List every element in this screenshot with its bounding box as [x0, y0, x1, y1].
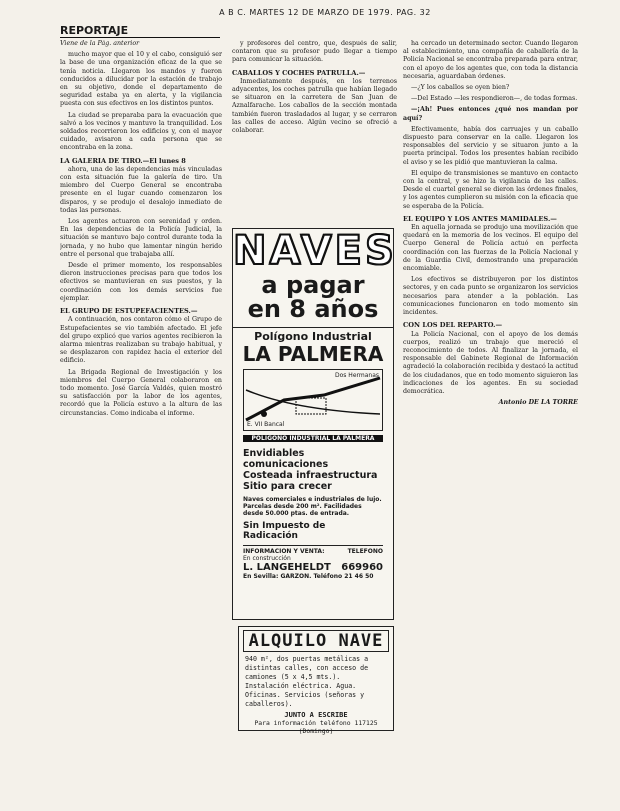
info-heading: INFORMACION Y VENTA:: [243, 548, 325, 555]
paragraph: ha cercado un determinado sector. Cuando llegaron al establecimiento, una compañía de caballería de la Policía Nacional se encontraba preparada para entrar, con el apoyo de los agentes que, con toda la distancia necesaria, aguardaban órdenes.: [403, 40, 578, 80]
paragraph: Inmediatamente después, en los terrenos adyacentes, los coches patrulla que habían llegado se situaron en la carretera de San Juan de Aznalfarache. Los caballos de la sección montada también fueron trasladados al lugar, y se cerraron las calles de acceso. Algún vecino se ofreció a colaborar.: [232, 77, 397, 135]
continuation-note: Viene de la Pág. anterior: [60, 40, 140, 47]
phone-label: TELEFONO: [347, 548, 383, 555]
paragraph: La Brigada Regional de Investigación y los miembros del Cuerpo General colaboraron en todo momento. José García Valdés, quien mostró su satisfacción por la labor de los agentes, recordó que la Policía estuvo a la altura de las circunstancias. Como indicaba el informe.: [60, 368, 222, 417]
feature-item: Sitio para crecer: [243, 481, 332, 492]
paragraph: —¡Ah! Pues entonces ¿qué nos mandan por aquí?: [403, 106, 578, 122]
ad2-contact: Para información teléfono 117125 (Domingo): [254, 719, 378, 735]
estate-name: LA PALMERA: [242, 342, 384, 366]
map-caption: POLIGONO INDUSTRIAL LA PALMERA: [243, 435, 383, 442]
paragraph: La Policía Nacional, con el apoyo de los demás cuerpos, realizó un trabajo que mereció el reconocimiento de todos. Al finalizar la jornada, el responsable del Gabinete Regional de Información agradeció la colaboración recibida y destacó la actitud de los ciudadanos, que en todo momento siguieron las indicaciones de los agentes. En su sociedad democrática.: [403, 330, 578, 395]
agency-name: L. LANGEHELDT: [243, 562, 331, 573]
page-header: A B C. MARTES 12 DE MARZO DE 1979. PAG. 32: [219, 8, 431, 17]
paragraph: Los efectivos se distribuyeron por los distintos sectores, y en cada punto se organizaron los servicios necesarios para atender a la población. Las comunicaciones funcionaron en todo momento sin incidentes.: [403, 276, 578, 317]
article-column-1: [60, 40, 222, 802]
subheading: EL EQUIPO Y LOS ANTES MAMIDALES.—: [403, 214, 557, 223]
byline: Antonio DE LA TORRE: [498, 399, 578, 407]
tax-text: Sin Impuesto de Radicación: [243, 521, 326, 541]
feature-item: Envidiables comunicaciones: [243, 448, 329, 470]
paragraph: Los agentes actuaron con serenidad y orden. En las dependencias de la Policía Judicial, la situación se mantuvo bajo control durante toda la jornada, y no hubo que lamentar ningún herido entre el personal que trabajaba allí.: [60, 218, 222, 258]
paragraph: El equipo de transmisiones se mantuvo en contacto con la central, y se hizo la vigilancia de las calles. Desde el cuartel general se dieron las órdenes finales, y los agentes cumplieron su misión con la eficacia que se esperaba de la Policía.: [403, 169, 578, 210]
subheading: LA GALERIA DE TIRO.—El lunes 8: [60, 156, 186, 165]
paragraph: —¿Y los caballos se oyen bien?: [411, 84, 510, 92]
paragraph: ahora, una de las dependencias más vinculadas con esta situación fue la galería de tiro. Un miembro del Cuerpo General se encontraba presente en el lugar cuando comenzaron los disparos, y se produjo el desalojo inmediato de todas las personas.: [60, 165, 222, 214]
subheading: CON LOS DEL REPARTO.—: [403, 321, 503, 330]
ad2-title: ALQUILO NAVE: [243, 630, 389, 652]
ad-subtitle-1: a pagar: [261, 271, 365, 299]
surface-text: Naves comerciales e industriales de lujo. Parcelas desde 200 m². Facilidades desde 50.000 ptas. de entrada.: [243, 496, 382, 517]
paragraph: Desde el primer momento, los responsables dieron instrucciones precisas para que todos los efectivos se mantuvieran en sus puestos, y la coordinación con los demás servicios fue ejemplar.: [60, 262, 222, 302]
article-column-2: [232, 40, 397, 222]
paragraph: Efectivamente, había dos carruajes y un caballo dispuesto para conservar en la calle. Llegaron los responsables del servicio y se situaron junto a la puerta principal. Todos los presentes habían recibido el aviso y se les pidió que mantuvieran la calma.: [403, 125, 578, 166]
location-map: [243, 369, 383, 431]
ad-subtitle-2: en 8 años: [247, 295, 379, 323]
naves-advertisement: [232, 228, 397, 620]
paragraph: A continuación, nos contaron cómo el Grupo de Estupefacientes se vio también afectado. El jefe del grupo explicó que varios agentes recibieron la alarma mientras realizaban su trabajo habitual, y se desplazaron con rapidez hacia el exterior del edificio.: [60, 316, 222, 365]
ad2-body: 940 m², dos puertas metálicas a distintas calles, con acceso de camiones (5 x 4,5 mts.). Instalación eléctrica. Agua. Oficinas. Servicios (señoras y caballeros).: [245, 655, 369, 708]
subheading: CABALLOS Y COCHES PATRULLA.—: [232, 68, 366, 77]
alquilo-nave-advertisement: [238, 626, 394, 735]
ad2-location: JUNTO A ESCRIBE: [284, 711, 348, 719]
feature-item: Costeada infraestructura: [243, 470, 378, 481]
paragraph: La ciudad se preparaba para la evacuación que salvó a los vecinos y mantuvo la tranquilidad. Los soldados recorrieron los edificios y, con el mayor cuidado, avisaron a cada persona que se encontraba en la zona.: [60, 111, 222, 152]
estate-label: Polígono Industrial: [233, 327, 393, 343]
map-label-right: Dos Hermanas: [334, 372, 379, 379]
map-label-left: E. VII Bancal: [247, 421, 285, 428]
paragraph: mucho mayor que el 10 y el cabo, consiguió ser la base de una organización eficaz de la que se tenía noticia. Llegaron los mandos y fueron conducidos a dilucidar por la estación de trabajo en su objetivo, donde el departamento de seguridad estaba ya en alerta, y la vigilancia puesta con sus efectivos en los distintos puntos.: [60, 51, 222, 108]
paragraph: y profesores del centro, que, después de salir, contaron que su profesor pudo llegar a tiempo para comunicar la situación.: [232, 40, 397, 64]
article-column-3: [403, 40, 578, 802]
agency-prefix: En construcción: [243, 555, 291, 562]
phone-number: 669960: [341, 562, 383, 573]
paragraph: En aquella jornada se produjo una movilización que quedará en la memoria de los vecinos. El equipo del Cuerpo General de Policía actuó en perfecta coordinación con las fuerzas de la Policía Nacional y de la Guardia Civil, demostrando una preparación encomiable.: [403, 224, 578, 273]
paragraph: —Del Estado —les respondieron—, de todas formas.: [411, 95, 578, 103]
info-block: [243, 545, 383, 580]
address: En Sevilla: GARZON. Teléfono 21 46 50: [243, 573, 374, 580]
ad-title: NAVES: [233, 228, 397, 274]
subheading: EL GRUPO DE ESTUPEFACIENTES.—: [60, 307, 198, 316]
section-title: REPORTAJE: [60, 24, 220, 38]
